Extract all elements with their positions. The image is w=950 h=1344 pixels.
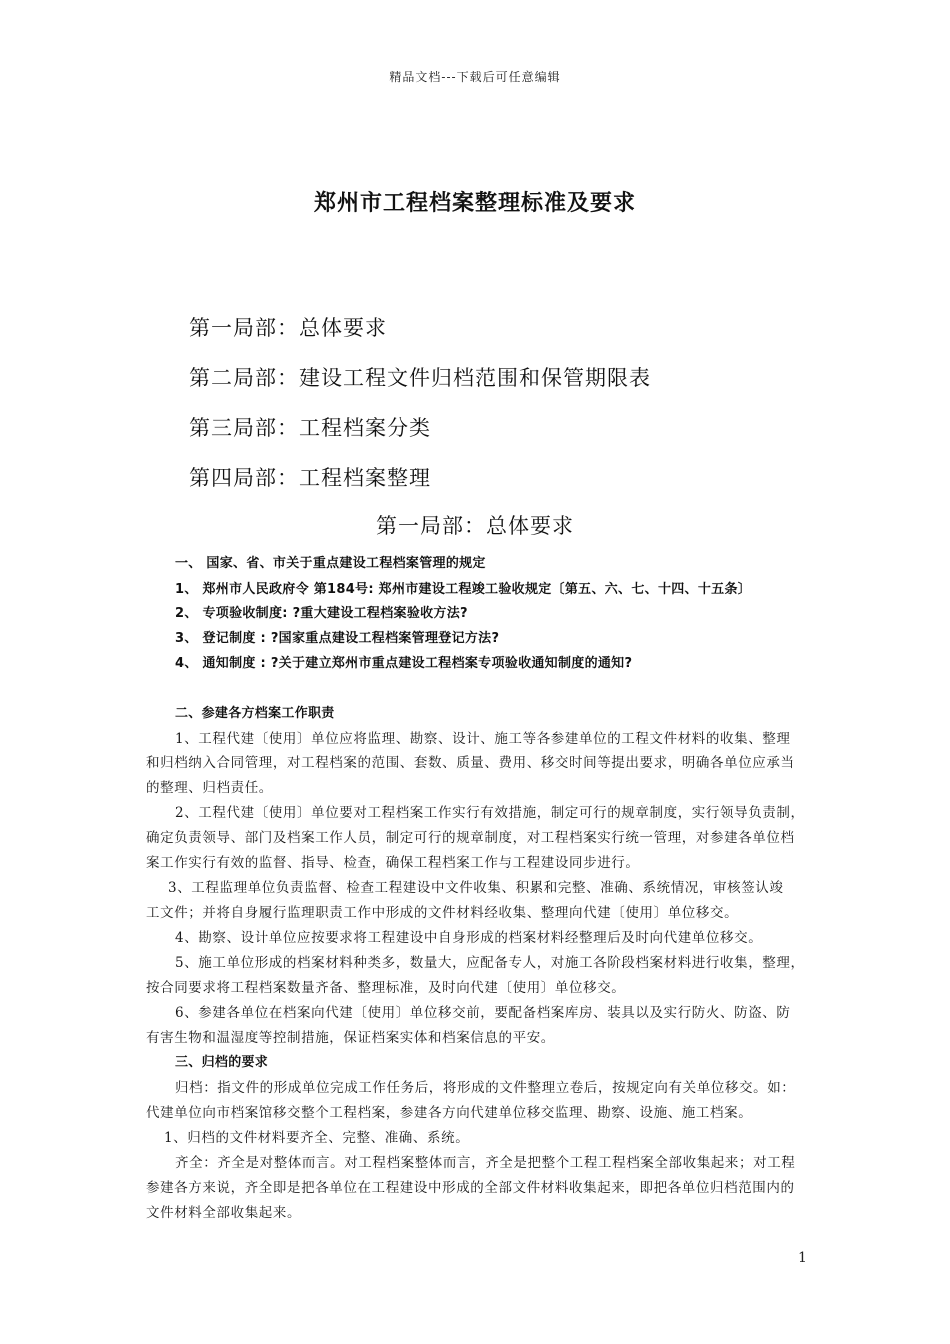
section2-heading: 二、参建各方档案工作职责 bbox=[175, 706, 335, 721]
section1-item-1: 1、 郑州市人民政府令 第184号: 郑州市建设工程竣工验收规定〔第五、六、七、十四、十五条〕 bbox=[175, 582, 752, 597]
section3-line: 归档：指文件的形成单位完成工作任务后，将形成的文件整理立卷后，按规定向有关单位移交。如： bbox=[175, 1080, 796, 1096]
section2-line: 案工作实行有效的监督、指导、检查，确保工程档案工作与工程建设同步进行。 bbox=[146, 855, 640, 871]
section2-line: 5、施工单位形成的档案材料种类多，数量大，应配备专人，对施工各阶段档案材料进行收集，整理， bbox=[175, 955, 805, 971]
section1-item-2: 2、 专项验收制度: ?重大建设工程档案验收方法? bbox=[175, 606, 468, 621]
section2-line: 有害生物和温湿度等控制措施，保证档案实体和档案信息的平安。 bbox=[146, 1030, 555, 1046]
section1-item-4: 4、 通知制度 : ?关于建立郑州市重点建设工程档案专项验收通知制度的通知? bbox=[175, 656, 633, 671]
document-title: 郑州市工程档案整理标准及要求 bbox=[313, 191, 636, 216]
section2-line: 6、参建各单位在档案向代建〔使用〕单位移交前，要配备档案库房、装具以及实行防火、防盗、防 bbox=[175, 1005, 791, 1021]
page-header-note: 精品文档---下载后可任意编辑 bbox=[389, 70, 561, 84]
section3-line: 代建单位向市档案馆移交整个工程档案，参建各方向代建单位移交监理、勘察、设施、施工档案。 bbox=[146, 1105, 753, 1121]
part1-heading: 第一局部：总体要求 bbox=[376, 514, 574, 538]
toc-item-3: 第三局部：工程档案分类 bbox=[189, 416, 431, 440]
section3-line: 1、归档的文件材料要齐全、完整、准确、系统。 bbox=[164, 1130, 470, 1146]
section1-heading: 一、 国家、省、市关于重点建设工程档案管理的规定 bbox=[175, 556, 486, 571]
section2-line: 4、勘察、设计单位应按要求将工程建设中自身形成的档案材料经整理后及时向代建单位移交。 bbox=[175, 930, 763, 946]
section2-line: 工文件；并将自身履行监理职责工作中形成的文件材料经收集、整理向代建〔使用〕单位移交。 bbox=[146, 905, 739, 921]
section1-item-3: 3、 登记制度 : ?国家重点建设工程档案管理登记方法? bbox=[175, 631, 500, 646]
section3-line: 齐全：齐全是对整体而言。对工程档案整体而言，齐全是把整个工程工程档案全部收集起来；对工程 bbox=[175, 1155, 796, 1171]
section2-line: 按合同要求将工程档案数量齐备、整理标准，及时向代建〔使用〕单位移交。 bbox=[146, 980, 626, 996]
toc-item-2: 第二局部：建设工程文件归档范围和保管期限表 bbox=[189, 366, 651, 390]
section2-line: 的整理、归档责任。 bbox=[146, 780, 273, 796]
section2-line: 确定负责领导、部门及档案工作人员，制定可行的规章制度，对工程档案实行统一管理，对参建各单位档 bbox=[146, 830, 795, 846]
section2-line: 和归档纳入合同管理，对工程档案的范围、套数、质量、费用、移交时间等提出要求，明确各单位应承当 bbox=[146, 755, 795, 771]
section3-line: 参建各方来说，齐全即是把各单位在工程建设中形成的全部文件材料收集起来，即把各单位归档范围内的 bbox=[146, 1180, 795, 1196]
section3-heading: 三、归档的要求 bbox=[175, 1055, 269, 1070]
page-number: 1 bbox=[798, 1250, 807, 1266]
toc-item-4: 第四局部：工程档案整理 bbox=[189, 466, 431, 490]
section2-line: 1、工程代建〔使用〕单位应将监理、勘察、设计、施工等各参建单位的工程文件材料的收集、整理 bbox=[175, 731, 791, 747]
section2-line: 3、工程监理单位负责监督、检查工程建设中文件收集、积累和完整、准确、系统情况，审核签认竣 bbox=[168, 880, 784, 896]
section2-line: 2、工程代建〔使用〕单位要对工程档案工作实行有效措施，制定可行的规章制度，实行领导负责制， bbox=[175, 805, 805, 821]
section3-line: 文件材料全部收集起来。 bbox=[146, 1205, 302, 1221]
toc-item-1: 第一局部：总体要求 bbox=[189, 316, 387, 340]
